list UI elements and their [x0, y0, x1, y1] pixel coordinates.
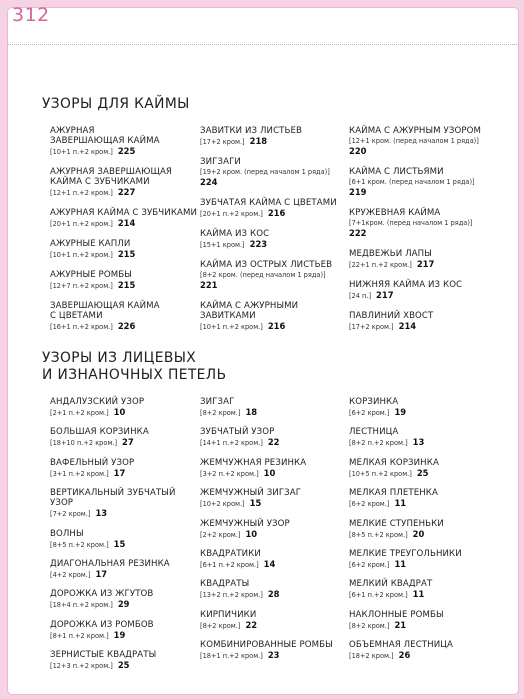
- pattern-entry: [200, 260, 350, 291]
- page-reference: 15: [113, 538, 126, 549]
- page-reference: 25: [117, 660, 130, 671]
- page-reference: 13: [95, 508, 108, 519]
- page-reference: 13: [412, 437, 425, 448]
- header-divider: [7, 44, 519, 45]
- pattern-entry: [349, 167, 499, 198]
- page-reference: 219: [349, 187, 367, 197]
- pattern-name: АЖУРНАЯ КАЙМА С ЗУБЧИКАМИ: [50, 208, 198, 218]
- pattern-name: КАЙМА ИЗ КОС: [200, 229, 270, 239]
- page-reference: 11: [394, 498, 407, 509]
- pattern-name: НАКЛОННЫЕ РОМБЫ: [349, 609, 444, 620]
- page-reference: 10: [263, 467, 276, 478]
- pattern-name: КВАДРАТЫ: [200, 579, 250, 590]
- stitch-count: [10+2 кром.] 15: [200, 498, 262, 509]
- page-reference: 227: [117, 187, 136, 197]
- pattern-name: МЕЛКАЯ КОРЗИНКА: [349, 457, 439, 468]
- pattern-entry: [349, 280, 499, 301]
- page-reference: 19: [113, 629, 126, 640]
- stitch-count: [8+5 п.+2 кром.] 20: [349, 528, 425, 539]
- pattern-entry: [200, 610, 350, 631]
- pattern-entry: [50, 589, 200, 610]
- stitch-count: [6+2 кром.] 19: [349, 407, 407, 417]
- stitch-count: [10+1 п.+2 кром.] 215: [50, 249, 136, 259]
- pattern-entry: [50, 529, 200, 550]
- stitch-count: [6+1 п.+2 кром.] 14: [200, 558, 276, 569]
- pattern-entry: [200, 157, 350, 188]
- pattern-entry: [200, 397, 350, 418]
- pattern-entry: [349, 311, 499, 332]
- pattern-name: С ЦВЕТАМИ: [50, 311, 103, 321]
- pattern-name: ДОРОЖКА ИЗ РОМБОВ: [50, 619, 154, 630]
- pattern-name: АЖУРНАЯ: [50, 126, 95, 136]
- pattern-name: ВАФЕЛЬНЫЙ УЗОР: [50, 457, 135, 468]
- page-reference: 11: [394, 558, 407, 569]
- page-reference: 217: [416, 259, 435, 269]
- page-reference: 19: [394, 407, 407, 417]
- pattern-entry: [349, 549, 499, 570]
- stitch-count: [18+1 п.+2 кром.] 23: [200, 650, 280, 661]
- stitch-count: [2+2 кром.] 10: [200, 528, 258, 539]
- pattern-name: МЕЛКИЕ ТРЕУГОЛЬНИКИ: [349, 548, 462, 559]
- section-title-line: УЗОРЫ ИЗ ЛИЦЕВЫХ: [42, 350, 197, 366]
- stitch-count: [19+2 кром. (перед началом 1 ряда)]: [200, 168, 330, 176]
- page-reference: 22: [267, 437, 280, 448]
- pattern-entry: [50, 488, 200, 519]
- pattern-entry: [50, 167, 200, 198]
- pattern-entry: [200, 579, 350, 600]
- stitch-count: [17+2 кром.] 214: [349, 321, 417, 331]
- page-reference: 226: [117, 321, 136, 331]
- index-column: [50, 126, 200, 342]
- page-reference: 225: [117, 146, 136, 156]
- page-reference: 224: [200, 177, 218, 187]
- pattern-name: АЖУРНЫЕ РОМБЫ: [50, 270, 132, 280]
- pattern-entry: [200, 549, 350, 570]
- stitch-count: [8+2 кром.] 21: [349, 619, 407, 630]
- pattern-name: АЖУРНЫЕ КАПЛИ: [50, 239, 131, 249]
- page-reference: 27: [122, 437, 134, 448]
- stitch-count: [10+1 п.+2 кром.] 225: [50, 146, 136, 156]
- stitch-count: [6+1 п.+2 кром.] 11: [349, 589, 425, 600]
- pattern-entry: [50, 126, 200, 157]
- pattern-entry: [200, 229, 350, 250]
- stitch-count: [3+2 п.+2 кром.] 10: [200, 467, 276, 478]
- page-reference: 22: [245, 619, 258, 630]
- stitch-count: [16+1 п.+2 кром.] 226: [50, 321, 136, 331]
- pattern-name: ПАВЛИНИЙ ХВОСТ: [349, 311, 434, 321]
- pattern-name: АНДАЛУЗСКИЙ УЗОР: [50, 397, 145, 407]
- stitch-count: [4+2 кром.] 17: [50, 568, 108, 579]
- page-reference: 214: [398, 321, 417, 331]
- pattern-name: БОЛЬШАЯ КОРЗИНКА: [50, 427, 149, 438]
- pattern-name: ЗИГЗАГИ: [200, 157, 241, 167]
- stitch-count: [8+1 п.+2 кром.] 19: [50, 629, 126, 640]
- index-column: [349, 397, 499, 671]
- page-reference: 222: [349, 228, 367, 238]
- pattern-name: ЗАВЕРШАЮЩАЯ КАЙМА: [50, 301, 160, 311]
- page-reference-line: [349, 187, 499, 198]
- section-title-line: УЗОРЫ ДЛЯ КАЙМЫ: [42, 96, 190, 112]
- pattern-name: ЖЕМЧУЖНАЯ РЕЗИНКА: [200, 457, 307, 468]
- stitch-count: [18+10 п.+2 кром.] 27: [50, 437, 134, 448]
- pattern-name: ЗАВИТКАМИ: [200, 311, 256, 321]
- page-reference: 218: [249, 136, 268, 146]
- page-reference: 10: [113, 407, 126, 417]
- page-reference: 220: [349, 146, 367, 156]
- index-column: [349, 126, 499, 342]
- page-reference: 26: [398, 650, 411, 661]
- page-reference: 214: [117, 218, 136, 228]
- page-reference-line: [200, 177, 350, 188]
- stitch-count: [8+2 кром.] 18: [200, 407, 258, 417]
- pattern-name: КАЙМА С АЖУРНЫМИ: [200, 301, 299, 311]
- page-reference: 223: [249, 239, 268, 249]
- stitch-count: [7+2 кром.] 13: [50, 508, 108, 519]
- page-reference: 217: [376, 290, 394, 300]
- pattern-entry: [50, 458, 200, 479]
- pattern-name: МЕЛКИЕ СТУПЕНЬКИ: [349, 518, 444, 529]
- page-reference: 25: [416, 467, 429, 478]
- pattern-entry: [349, 458, 499, 479]
- pattern-name: ЖЕМЧУЖНЫЙ ЗИГЗАГ: [200, 488, 302, 499]
- pattern-name: ЗАВИТКИ ИЗ ЛИСТЬЕВ: [200, 126, 303, 136]
- section-title-line: И ИЗНАНОЧНЫХ ПЕТЕЛЬ: [42, 367, 227, 383]
- stitch-count: [6+1 кром. (перед началом 1 ряда)]: [349, 178, 475, 186]
- stitch-count: [8+5 п.+2 кром.] 15: [50, 538, 126, 549]
- pattern-entry: [200, 198, 350, 219]
- pattern-entry: [349, 519, 499, 540]
- pattern-name: КИРПИЧИКИ: [200, 609, 257, 620]
- stitch-count: [10+5 п.+2 кром.] 25: [349, 467, 429, 478]
- page-reference: 21: [394, 619, 407, 630]
- pattern-entry: [200, 640, 350, 661]
- pattern-entry: [50, 301, 200, 332]
- pattern-name: ВЕРТИКАЛЬНЫЙ ЗУБЧАТЫЙ УЗОР: [50, 488, 176, 509]
- pattern-name: АЖУРНАЯ ЗАВЕРШАЮЩАЯ: [50, 167, 172, 177]
- pattern-name: КВАДРАТИКИ: [200, 548, 261, 559]
- pattern-name: ВОЛНЫ: [50, 528, 84, 539]
- pattern-name: ЗАВЕРШАЮЩАЯ КАЙМА: [50, 136, 160, 146]
- stitch-count: [24 п.] 217: [349, 290, 394, 300]
- pattern-entry: [50, 620, 200, 641]
- stitch-count: [2+1 п.+2 кром.] 10: [50, 407, 126, 417]
- pattern-entry: [200, 301, 350, 332]
- page-reference: 20: [412, 528, 425, 539]
- pattern-entry: [349, 640, 499, 661]
- pattern-name: ЗИГЗАГ: [200, 397, 235, 407]
- pattern-name: КАЙМА С ЛИСТЬЯМИ: [349, 167, 444, 177]
- pattern-name: КАЙМА С ЗУБЧИКАМИ: [50, 177, 150, 187]
- stitch-count: [18+4 п.+2 кром.] 29: [50, 599, 130, 610]
- pattern-entry: [349, 427, 499, 448]
- pattern-name: КОРЗИНКА: [349, 397, 399, 407]
- pattern-name: ОБЪЕМНАЯ ЛЕСТНИЦА: [349, 640, 453, 651]
- stitch-count: [6+2 кром.] 11: [349, 498, 407, 509]
- page-reference: 17: [95, 568, 108, 579]
- stitch-count: [7+1кром. (перед началом 1 ряда)]: [349, 219, 473, 227]
- stitch-count: [18+2 кром.] 26: [349, 650, 411, 661]
- stitch-count: [12+1 п.+2 кром.] 227: [50, 187, 136, 197]
- pattern-name: ЗЕРНИСТЫЕ КВАДРАТЫ: [50, 650, 157, 661]
- pattern-name: ДИАГОНАЛЬНАЯ РЕЗИНКА: [50, 558, 170, 569]
- page-reference: 216: [267, 321, 286, 331]
- pattern-entry: [200, 488, 350, 509]
- page-reference: 29: [117, 599, 130, 610]
- pattern-name: ЖЕМЧУЖНЫЙ УЗОР: [200, 518, 290, 529]
- page-reference: 11: [412, 589, 425, 600]
- pattern-entry: [50, 427, 200, 448]
- stitch-count: [8+2 кром. (перед началом 1 ряда)]: [200, 271, 326, 279]
- pattern-name: НИЖНЯЯ КАЙМА ИЗ КОС: [349, 280, 463, 290]
- page-reference: 216: [267, 208, 286, 218]
- page-reference: 14: [263, 558, 276, 569]
- pattern-name: МЕДВЕЖЬИ ЛАПЫ: [349, 249, 432, 259]
- stitch-count: [13+2 п.+2 кром.] 28: [200, 589, 280, 600]
- page-reference: 215: [117, 249, 136, 259]
- stitch-count: [15+1 кром.] 223: [200, 239, 268, 249]
- pattern-name: ЗУБЧАТЫЙ УЗОР: [200, 427, 275, 438]
- pattern-entry: [200, 458, 350, 479]
- pattern-entry: [50, 397, 200, 418]
- index-column: [50, 397, 200, 681]
- stitch-count: [12+1 кром. (перед началом 1 ряда)]: [349, 137, 479, 145]
- pattern-name: МЕЛКАЯ ПЛЕТЕНКА: [349, 488, 438, 499]
- section-title-knit-purl-patterns: [42, 350, 226, 384]
- page-reference: 221: [200, 280, 218, 290]
- pattern-entry: [349, 126, 499, 157]
- stitch-count: [12+7 п.+2 кром.] 215: [50, 280, 136, 290]
- pattern-name: КОМБИНИРОВАННЫЕ РОМБЫ: [200, 640, 333, 651]
- section-title-border-patterns: [42, 96, 190, 113]
- pattern-entry: [50, 270, 200, 291]
- pattern-entry: [50, 650, 200, 671]
- pattern-name: ДОРОЖКА ИЗ ЖГУТОВ: [50, 589, 154, 600]
- pattern-name: КАЙМА ИЗ ОСТРЫХ ЛИСТЬЕВ: [200, 260, 333, 270]
- page-number: 312: [12, 4, 50, 26]
- pattern-entry: [50, 208, 200, 229]
- stitch-count: [8+2 п.+2 кром.] 13: [349, 437, 425, 448]
- pattern-name: ЛЕСТНИЦА: [349, 427, 399, 438]
- page-reference: 18: [245, 407, 258, 417]
- stitch-count: [6+2 кром.] 11: [349, 558, 407, 569]
- page-reference: 10: [245, 528, 258, 539]
- pattern-name: МЕЛКИЙ КВАДРАТ: [349, 579, 433, 590]
- pattern-entry: [200, 126, 350, 147]
- index-column: [200, 126, 350, 342]
- pattern-entry: [349, 579, 499, 600]
- stitch-count: [8+2 кром.] 22: [200, 619, 258, 630]
- pattern-entry: [349, 610, 499, 631]
- page-reference: 15: [249, 498, 262, 509]
- index-column: [200, 397, 350, 671]
- page-reference-line: [349, 146, 499, 157]
- stitch-count: [12+3 п.+2 кром.] 25: [50, 660, 130, 671]
- page-reference: 17: [113, 467, 126, 478]
- page-reference: 215: [117, 280, 136, 290]
- pattern-entry: [349, 488, 499, 509]
- pattern-entry: [200, 427, 350, 448]
- stitch-count: [3+1 п.+2 кром.] 17: [50, 467, 126, 478]
- pattern-name: ЗУБЧАТАЯ КАЙМА С ЦВЕТАМИ: [200, 198, 337, 208]
- pattern-entry: [349, 208, 499, 239]
- pattern-entry: [200, 519, 350, 540]
- page-reference-line: [200, 280, 350, 291]
- stitch-count: [22+1 п.+2 кром.] 217: [349, 259, 435, 269]
- page-reference: 28: [267, 589, 280, 600]
- pattern-name: КРУЖЕВНАЯ КАЙМА: [349, 208, 441, 218]
- stitch-count: [10+1 п.+2 кром.] 216: [200, 321, 286, 331]
- pattern-entry: [349, 397, 499, 418]
- pattern-entry: [349, 249, 499, 270]
- stitch-count: [20+1 п.+2 кром.] 216: [200, 208, 286, 218]
- stitch-count: [17+2 кром.] 218: [200, 136, 268, 146]
- pattern-name: КАЙМА С АЖУРНЫМ УЗОРОМ: [349, 126, 481, 136]
- page-reference-line: [349, 228, 499, 239]
- pattern-entry: [50, 559, 200, 580]
- page-reference: 23: [267, 650, 280, 661]
- stitch-count: [14+1 п.+2 кром.] 22: [200, 437, 280, 448]
- pattern-entry: [50, 239, 200, 260]
- stitch-count: [20+1 п.+2 кром.] 214: [50, 218, 136, 228]
